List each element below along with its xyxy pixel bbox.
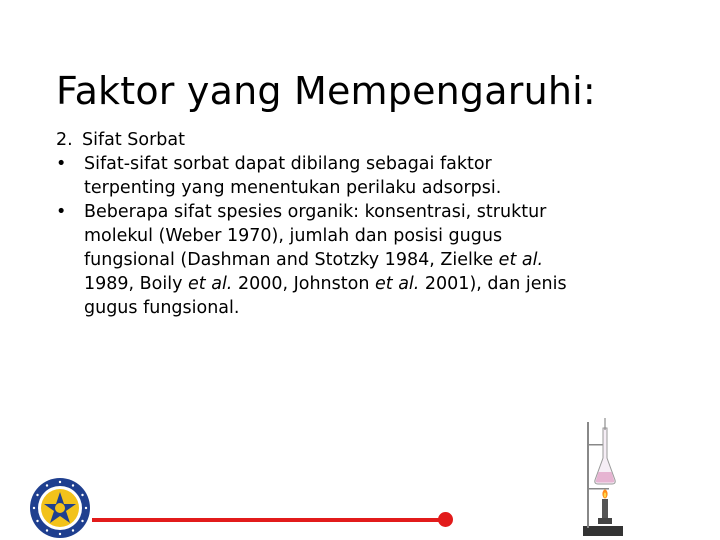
decorative-red-dot [438, 512, 453, 527]
university-seal-icon [28, 476, 92, 540]
bullet2-line2: molekul (Weber 1970), jumlah dan posisi gugus [84, 226, 503, 246]
bullet2-line3-italic: et al. [498, 250, 544, 270]
bullet1-continuation [56, 176, 656, 200]
section-number: 2. [56, 130, 73, 150]
bullet2-line4-text-a: 1989, Boily [84, 274, 189, 294]
slide-title: Faktor yang Mempengaruhi: [56, 69, 596, 113]
decorative-red-line [92, 518, 446, 522]
section-title: Sifat Sorbat [82, 130, 185, 150]
bullet-item-1 [56, 152, 656, 176]
bullet2-line4-text-b: 2000, Johnston [232, 274, 375, 294]
bullet2-line1: Beberapa sifat spesies organik: konsentrasi, struktur [84, 202, 547, 222]
bullet1-line2: terpenting yang menentukan perilaku adsorpsi. [84, 178, 502, 198]
bullet1-line1: Sifat-sifat sorbat dapat dibilang sebagai faktor [84, 154, 492, 174]
bullet2-line3-text: fungsional (Dashman and Stotzky 1984, Zielke [84, 250, 499, 270]
lab-flask-burner-icon [578, 414, 628, 538]
bullet2-continuation [56, 296, 656, 320]
bullet-dot-icon: • [56, 154, 67, 174]
bullet2-line4-italic-1: et al. [188, 274, 233, 294]
bullet2-continuation [56, 224, 656, 248]
bullet-dot-icon: • [56, 202, 67, 222]
slide-body [56, 128, 656, 320]
bullet2-continuation [56, 272, 656, 296]
bullet2-line4-text-c: 2001), dan jenis [419, 274, 567, 294]
bullet2-line4-italic-2: et al. [375, 274, 420, 294]
bullet2-continuation [56, 248, 656, 272]
bullet2-line5: gugus fungsional. [84, 298, 240, 318]
bullet-item-2 [56, 200, 656, 224]
section-heading [56, 128, 656, 152]
